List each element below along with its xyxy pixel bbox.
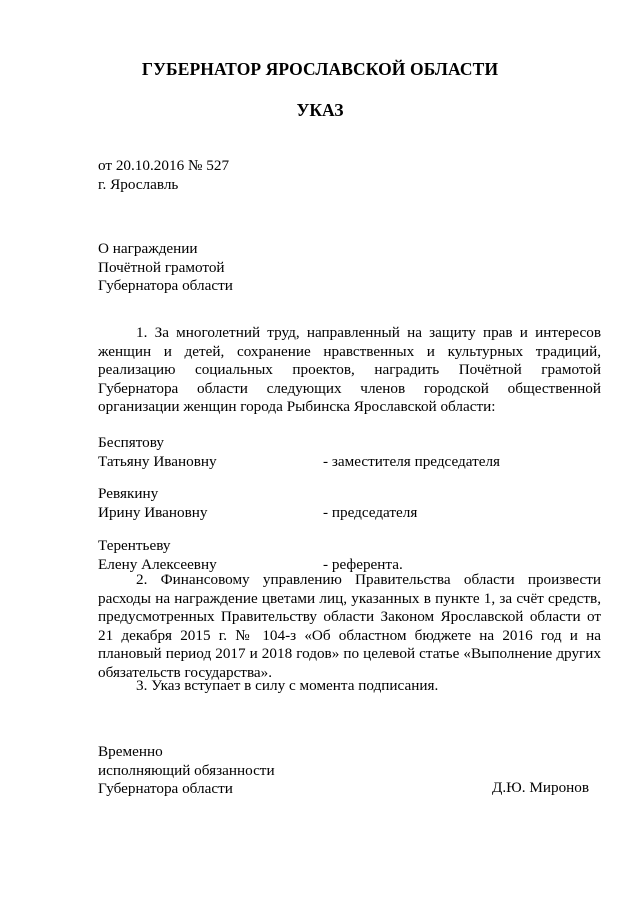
paragraph-2: 2. Финансовому управлению Правительства области произвести расходы на награждение цветами лиц, указанных в пункте 1, за счёт средств, предусмотренных Правительству области Законом Ярославской области от 21 декабря 2015 г. № 104-з «Об областном бюджете на 2016 год и на плановый период 2017 и 2018 годов» по целевой статье «Выполнение других обязательств государства».	[98, 571, 601, 681]
date-number: от 20.10.2016 № 527	[98, 157, 230, 174]
subject-line-1: О награждении	[98, 240, 198, 257]
paragraph-3: 3. Указ вступает в силу с момента подписания.	[136, 677, 439, 694]
signatory-position	[98, 743, 275, 799]
subject-line-3: Губернатора области	[98, 277, 233, 294]
signatory-line-3: Губернатора области	[98, 780, 233, 797]
document-subject	[98, 240, 233, 296]
document-type-heading: УКАЗ	[296, 100, 344, 120]
awardee-surname: Беспятову	[98, 434, 164, 451]
awardee-role: - заместителя председателя	[323, 452, 501, 470]
awardee-entry	[98, 537, 601, 574]
awardee-entry	[98, 434, 601, 471]
document-meta	[98, 157, 229, 194]
signatory-line-2: исполняющий обязанности	[98, 761, 275, 779]
awardee-name: Елену Алексеевну	[98, 555, 217, 573]
awardee-surname: Ревякину	[98, 485, 159, 502]
awardee-entry	[98, 485, 601, 522]
awardee-name: Татьяну Ивановну	[98, 452, 217, 470]
paragraph-1: 1. За многолетний труд, направленный на защиту прав и интересов женщин и детей, сохранение нравственных и культурных традиций, реализацию социальных проектов, наградить Почётной грамотой Губернатора области следующих членов городской общественной организации женщин города Рыбинска Ярославской области:	[98, 324, 601, 415]
issuer-title: ГУБЕРНАТОР ЯРОСЛАВСКОЙ ОБЛАСТИ	[141, 59, 499, 79]
issue-city: г. Ярославль	[98, 175, 179, 193]
awardee-name: Ирину Ивановну	[98, 503, 208, 521]
signatory-line-1: Временно	[98, 743, 163, 760]
awardee-role: - председателя	[323, 503, 418, 521]
signer-name: Д.Ю. Миронов	[492, 779, 590, 796]
awardee-role: - референта.	[323, 555, 403, 573]
awardee-surname: Терентьеву	[98, 537, 171, 554]
subject-line-2: Почётной грамотой	[98, 258, 225, 276]
